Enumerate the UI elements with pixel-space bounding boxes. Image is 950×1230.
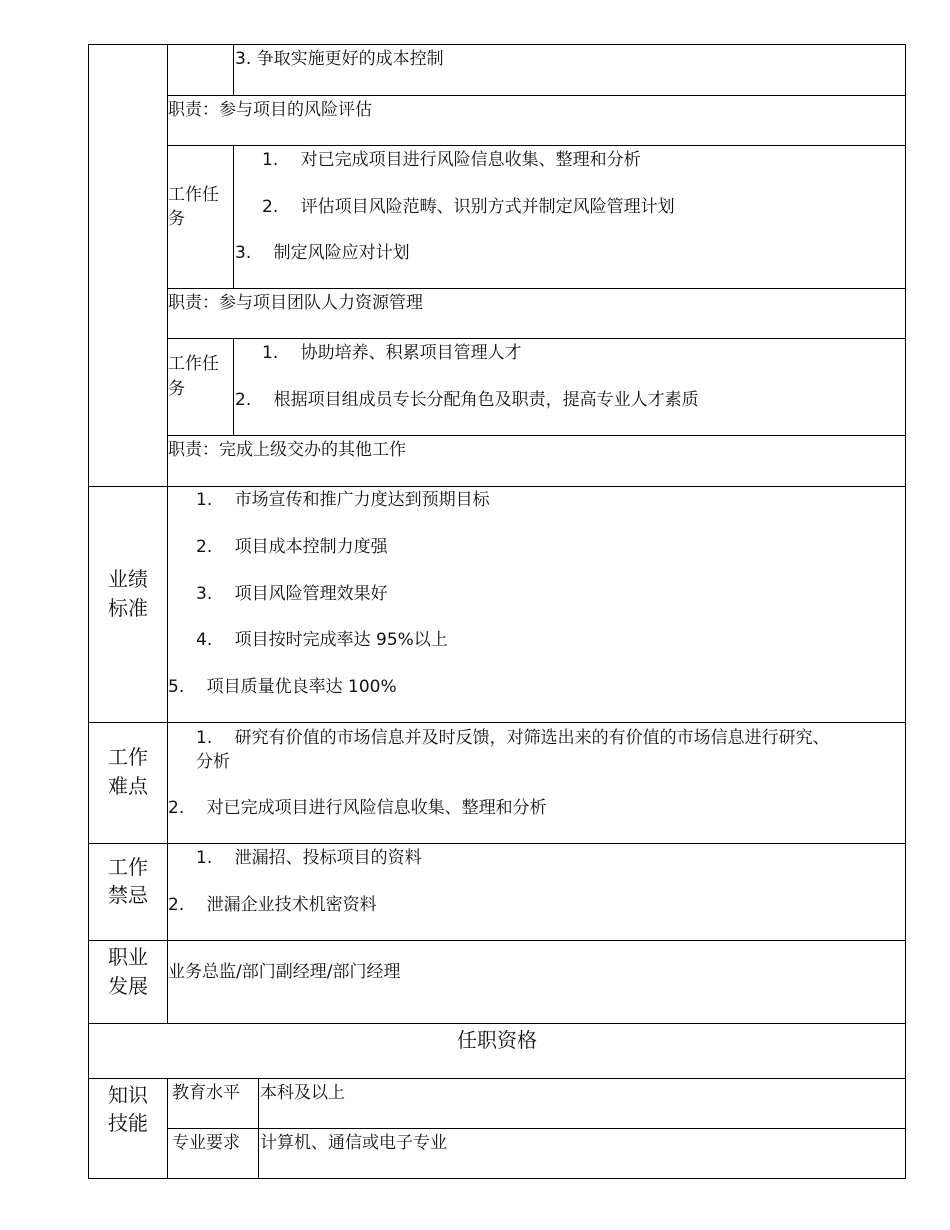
major-value: 计算机、通信或电子专业 — [260, 1133, 447, 1153]
row-divider — [88, 486, 906, 487]
list-item: 2. 泄漏企业技术机密资料 — [168, 895, 377, 915]
row-divider — [167, 1128, 906, 1129]
career-path: 业务总监/部门副经理/部门经理 — [168, 962, 401, 982]
list-item: 3. 制定风险应对计划 — [235, 243, 410, 263]
task-label: 工作任 — [168, 185, 219, 205]
row-divider — [167, 95, 906, 96]
column-divider — [233, 145, 234, 288]
list-item: 4. 项目按时完成率达 95%以上 — [196, 630, 448, 650]
list-item: 2. 评估项目风险范畴、识别方式并制定风险管理计划 — [262, 197, 675, 217]
career-label: 职业 — [108, 945, 148, 969]
row-divider — [167, 288, 906, 289]
list-item: 3. 项目风险管理效果好 — [196, 584, 388, 604]
duty-other-work: 职责：完成上级交办的其他工作 — [168, 440, 406, 460]
row-divider — [88, 1078, 906, 1079]
duty-risk-assessment: 职责：参与项目的风险评估 — [168, 100, 372, 120]
column-divider — [233, 44, 234, 95]
row-divider — [88, 940, 906, 941]
taboo-label: 工作 — [108, 855, 148, 879]
performance-label: 标准 — [108, 596, 148, 620]
taboo-label: 禁忌 — [108, 883, 148, 907]
list-item: 1. 市场宣传和推广力度达到预期目标 — [196, 490, 490, 510]
cost-control-task: 3. 争取实施更好的成本控制 — [235, 49, 444, 69]
list-item: 2. 项目成本控制力度强 — [196, 537, 388, 557]
row-divider — [88, 722, 906, 723]
list-item: 2. 根据项目组成员专长分配角色及职责，提高专业人才素质 — [235, 390, 699, 410]
task-label: 工作任 — [168, 354, 219, 374]
list-item: 1. 对已完成项目进行风险信息收集、整理和分析 — [262, 150, 641, 170]
list-item-continuation: 分析 — [196, 752, 230, 772]
education-value: 本科及以上 — [260, 1083, 345, 1103]
major-label: 专业要求 — [172, 1133, 240, 1153]
career-label: 发展 — [108, 974, 148, 998]
education-label: 教育水平 — [172, 1083, 240, 1103]
duty-hr-management: 职责：参与项目团队人力资源管理 — [168, 293, 423, 313]
row-divider — [88, 1023, 906, 1024]
list-item: 2. 对已完成项目进行风险信息收集、整理和分析 — [168, 798, 547, 818]
difficulty-label: 难点 — [108, 774, 148, 798]
list-item: 1. 协助培养、积累项目管理人才 — [262, 343, 522, 363]
row-divider — [167, 145, 906, 146]
task-label: 务 — [168, 379, 185, 399]
list-item: 1. 泄漏招、投标项目的资料 — [196, 848, 422, 868]
task-label: 务 — [168, 209, 185, 229]
difficulty-label: 工作 — [108, 745, 148, 769]
list-item: 1. 研究有价值的市场信息并及时反馈，对筛选出来的有价值的市场信息进行研究、 — [196, 728, 830, 748]
column-divider — [167, 1078, 168, 1179]
knowledge-label: 知识 — [108, 1083, 148, 1107]
performance-label: 业绩 — [108, 567, 148, 591]
row-divider — [167, 435, 906, 436]
column-divider — [258, 1078, 259, 1179]
list-item: 5. 项目质量优良率达 100% — [168, 677, 397, 697]
column-divider — [233, 338, 234, 435]
row-divider — [88, 843, 906, 844]
knowledge-label: 技能 — [108, 1111, 148, 1135]
section-title: 任职资格 — [457, 1028, 537, 1052]
row-divider — [167, 338, 906, 339]
